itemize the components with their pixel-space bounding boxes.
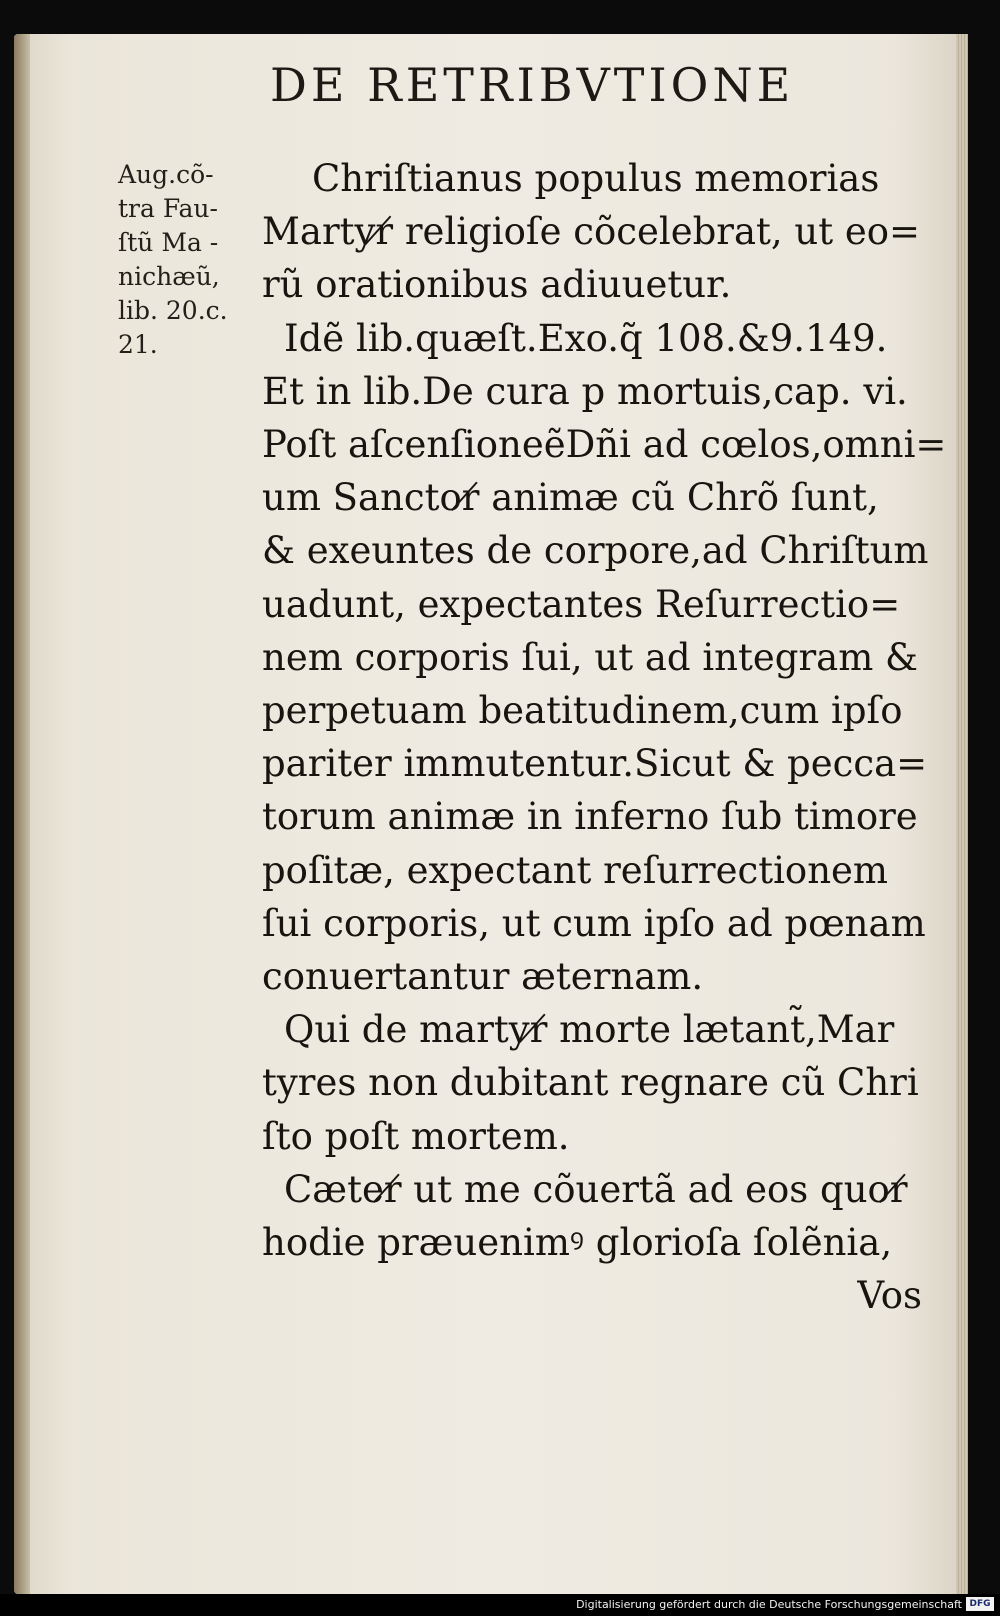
margin-note-line: 21. [118, 330, 158, 359]
text-line: um Sanctor̸ animæ cũ Chrõ ſunt, [262, 476, 879, 520]
text-line: rũ orationibus adiuuetur. [262, 263, 732, 307]
text-line: tyres non dubitant regnare cũ Chri [262, 1061, 919, 1105]
margin-note-line: tra Fau- [118, 194, 218, 223]
text-line: Idẽ lib.quæſt.Exo.q̃ 108.&9.149. [284, 316, 888, 360]
margin-note-line: nichæũ, [118, 262, 220, 291]
body-text [262, 152, 947, 1322]
text-line: nem corporis ſui, ut ad integram & [262, 635, 918, 679]
text-line: Et in lib.De cura p mortuis,cap. vi. [262, 369, 908, 413]
text-line: uadunt, expectantes Reſurrectio= [262, 582, 901, 626]
text-line: pariter immutentur.Sicut & pecca= [262, 742, 928, 786]
catchword: Vos [857, 1274, 922, 1318]
dfg-logo: DFG [966, 1597, 994, 1611]
text-line: ſui corporis, ut cum ipſo ad pœnam [262, 901, 926, 945]
text-line: poſitæ, expectant reſurrectionem [262, 848, 889, 892]
page-edge [956, 34, 968, 1594]
running-head: DE RETRIBVTIONE [270, 58, 795, 112]
text-line: Martyr̸ religioſe cõcelebrat, ut eo= [262, 210, 921, 254]
text-line: & exeuntes de corpore,ad Chriſtum [262, 529, 929, 573]
text-line: Cæter̸ ut me cõuertã ad eos quor̸ [284, 1167, 908, 1211]
text-line: conuertantur æternam. [262, 955, 704, 999]
footer-credit: Digitalisierung gefördert durch die Deutsche Forschungsgemeinschaft [0, 1594, 1000, 1616]
text-line: Qui de martyr̸ morte lætant̃,Mar [284, 1008, 895, 1052]
text-line: Poſt aſcenſioneẽDñi ad cœlos,omni= [262, 423, 947, 467]
page-spine [14, 34, 30, 1594]
margin-note-line: Aug.cõ- [118, 160, 214, 189]
margin-note-line: lib. 20.c. [118, 296, 228, 325]
text-line: hodie præuenimꝰ glorioſa ſolẽnia, [262, 1221, 893, 1265]
text-line: torum animæ in inferno ſub timore [262, 795, 918, 839]
text-line: perpetuam beatitudinem,cum ipſo [262, 689, 903, 733]
margin-note [118, 158, 258, 362]
margin-note-line: ſtũ Ma - [118, 228, 219, 257]
text-line: Chriſtianus populus memorias [312, 157, 880, 200]
text-line: ſto poſt mortem. [262, 1114, 570, 1158]
